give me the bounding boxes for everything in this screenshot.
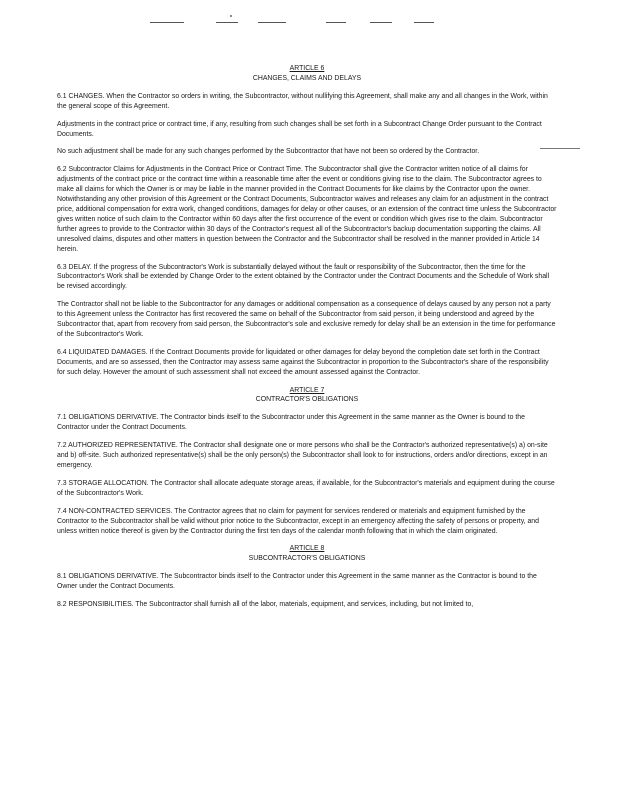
scan-speck: [230, 15, 232, 17]
article-8-heading: [57, 544, 557, 564]
section-6-2-claims: 6.2 Subcontractor Claims for Adjustments in the Contract Price or Contract Time. The Subcontractor shall give the Contractor written notice of all claims for adjustments of the contract price or the contract time within a reasonable time after the event or conditions giving rise to the claim. The Subcontractor agrees to make all claims for which the Owner is or may be liable in the manner provided in the Contract Documents for like claims by the Contractor upon the owner. Notwithstanding any other provision of this Agreement or the Contract Documents, Subcontractor waives and releases any claim for an adjustment in the contract price, additional compensation for extra work, changed conditions, damages for delay or other causes, or an extension of the contract time unless the Subcontractor gives written notice of such claim to the Contractor within 60 days after the first occurrence of the event or condition which gives rise to the claim. Subcontractor further agrees to provide to the Contractor within 30 days of the Contractor's request all of the Subcontractor's backup documentation supporting the claims. All unresolved claims, disputes and other matters in question between the Contractor and the Subcontractor shall be resolved in the manner provided in Article 14 herein.: [57, 166, 557, 253]
header-scan-marks: [150, 22, 570, 26]
section-7-3-storage: 7.3 STORAGE ALLOCATION. The Contractor shall allocate adequate storage areas, if available, for the Subcontractor's materials and equipment during the course of the Subcontractor's Work.: [57, 479, 555, 497]
section-8-2-responsibilities: 8.2 RESPONSIBILITIES. The Subcontractor shall furnish all of the labor, materials, equipment, and services, including, but not limited to,: [57, 601, 474, 609]
document-body: [57, 64, 557, 618]
article-7-number: ARTICLE 7: [289, 386, 325, 394]
section-6-4-liquidated-damages: 6.4 LIQUIDATED DAMAGES. If the Contract Documents provide for liquidated or other damages for delay beyond the completion date set forth in the Contract Documents, and are so assessed, then the Contractor may assess same against the Subcontractor in proportion to the Subcontractor's share of the responsibility for such delay. However the amount of such assessment shall not exceed the amount assessed against the Contractor.: [57, 348, 549, 376]
section-8-1-obligations: 8.1 OBLIGATIONS DERIVATIVE. The Subcontractor binds itself to the Contractor under this Agreement in the same manner as the Contractor is bound to the Owner under the Contract Documents.: [57, 573, 537, 591]
article-6-number: ARTICLE 6: [289, 65, 325, 72]
article-7-title: CONTRACTOR'S OBLIGATIONS: [255, 396, 359, 404]
section-6-1-adjustments: Adjustments in the contract price or contract time, if any, resulting from such changes shall be set forth in a Subcontract Change Order pursuant to the Contract Documents.: [57, 120, 542, 138]
section-6-1-changes: 6.1 CHANGES. When the Contractor so orders in writing, the Subcontractor, without nullifying this Agreement, shall make any and all changes in the Work, within the general scope of this Agreement.: [57, 92, 548, 110]
article-8-title: SUBCONTRACTOR'S OBLIGATIONS: [248, 555, 366, 563]
section-7-2-representative: 7.2 AUTHORIZED REPRESENTATIVE. The Contractor shall designate one or more persons who shall be the Contractor's authorized representative(s) a) on-site and b) off-site. Such authorized representative(s) shall be the only person(s) the Subcontractor shall look to for instructions, orders and/or directions, except in an emergency.: [57, 442, 548, 469]
article-8-number: ARTICLE 8: [289, 545, 325, 553]
article-7-heading: [57, 386, 557, 406]
article-6-title: CHANGES, CLAIMS AND DELAYS: [252, 74, 362, 82]
section-7-4-non-contracted: 7.4 NON-CONTRACTED SERVICES. The Contractor agrees that no claim for payment for services rendered or materials and equipment furnished by the Contractor to the Subcontractor shall be valid without prior notice to the Subcontractor, except in an emergency affecting the safety of persons or property, and unless written notice thereof is given by the Contractor during the first ten days of the calendar month following that in which the claim originated.: [57, 507, 539, 535]
section-7-1-obligations: 7.1 OBLIGATIONS DERIVATIVE. The Contractor binds itself to the Subcontractor under this Agreement in the same manner as the Owner is bound to the Contractor under the Contract Documents.: [57, 414, 525, 432]
section-6-3-liability: The Contractor shall not be liable to the Subcontractor for any damages or additional compensation as a consequence of delays caused by any person not a party to this Agreement unless the Contractor has first recovered the same on behalf of the Subcontractor from said person, it being understood and agreed by the Subcontractor that, apart from recovery from said person, the Subcontractor's sole and exclusive remedy for delay shall be an extension in the time for performance of the Subcontractor's Work.: [57, 301, 556, 338]
section-6-3-delay: 6.3 DELAY. If the progress of the Subcontractor's Work is substantially delayed without the fault or responsibility of the Subcontractor, then the time for the Subcontractor's Work shall be extended by Change Order to the extent obtained by the Contractor under the Contract Documents and the Schedule of Work shall be revised accordingly.: [57, 263, 550, 291]
article-6-heading: [57, 64, 557, 84]
section-6-1-no-adjustment: No such adjustment shall be made for any such changes performed by the Subcontractor that have not been so ordered by the Contractor.: [57, 148, 480, 156]
